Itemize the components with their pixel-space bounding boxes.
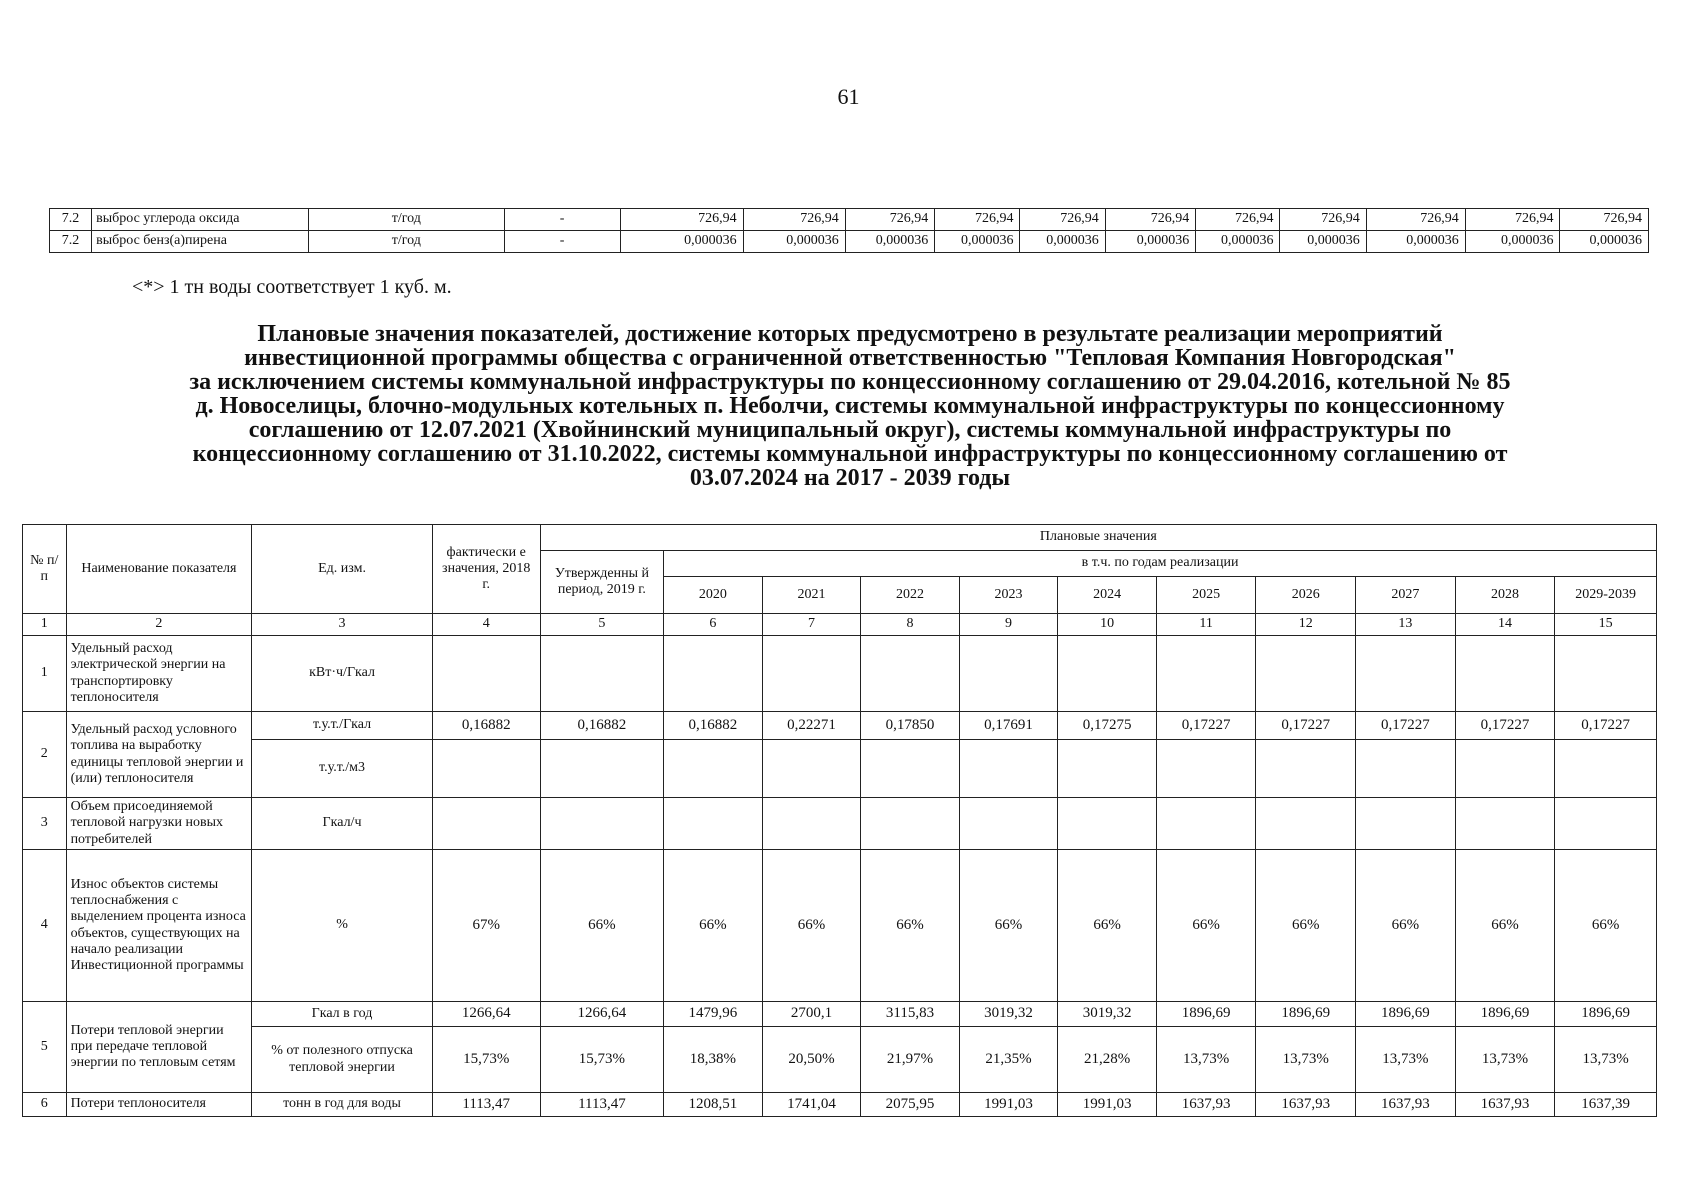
column-number: 11 [1156, 614, 1256, 636]
value-cell: 0,17227 [1156, 712, 1256, 740]
row-unit: т.у.т./Гкал [252, 712, 433, 740]
value-cell: 67% [432, 850, 540, 1002]
header-row [23, 525, 1657, 551]
value-cell: 21,97% [861, 1027, 960, 1093]
header-name: Наименование показателя [66, 525, 252, 614]
row-num: 2 [23, 712, 67, 798]
value-cell: 1266,64 [432, 1002, 540, 1027]
row-name: Износ объектов системы теплоснабжения с выделением процента износа объектов, существующих на начало реализации Инвестиционной программы [66, 850, 252, 1002]
value-cell: 66% [1256, 850, 1356, 1002]
title-line: Плановые значения показателей, достижение которых предусмотрено в результате реализации мероприятий [257, 321, 1443, 347]
header-approved: Утвержденны й период, 2019 г. [540, 551, 663, 614]
column-numbers-row [23, 614, 1657, 636]
column-number: 1 [23, 614, 67, 636]
value-cell: 3019,32 [1058, 1002, 1157, 1027]
header-year: 2026 [1256, 577, 1356, 614]
row-num: 7.2 [50, 209, 92, 231]
column-number: 9 [959, 614, 1058, 636]
value-cell: 66% [959, 850, 1058, 1002]
column-number: 2 [66, 614, 252, 636]
column-number: 12 [1256, 614, 1356, 636]
value-cell: 0,000036 [845, 231, 934, 253]
value-cell: 1991,03 [959, 1093, 1058, 1117]
row-name: Потери теплоносителя [66, 1093, 252, 1117]
value-cell: 1637,93 [1356, 1093, 1456, 1117]
value-cell: 726,94 [845, 209, 934, 231]
value-cell: 726,94 [743, 209, 845, 231]
row-num: 5 [23, 1002, 67, 1093]
title-line: концессионному соглашению от 31.10.2022, системы коммунальной инфраструктуры по концессионному соглашению от [192, 441, 1508, 467]
header-year: 2028 [1455, 577, 1555, 614]
value-cell: 0,17275 [1058, 712, 1157, 740]
row-unit: % [252, 850, 433, 1002]
value-cell: 3115,83 [861, 1002, 960, 1027]
value-cell: 66% [540, 850, 663, 1002]
indicators-table [22, 524, 1657, 1117]
value-cell: 13,73% [1156, 1027, 1256, 1093]
row-unit: кВт·ч/Гкал [252, 636, 433, 712]
header-year: 2021 [762, 577, 861, 614]
row-unit: т.у.т./м3 [252, 740, 433, 798]
row-unit: т/год [308, 209, 504, 231]
table-row [23, 1027, 1657, 1093]
title-line: соглашению от 12.07.2021 (Хвойнинский муниципальный округ), системы коммунальной инфраструктуры по [248, 417, 1452, 443]
table-row [50, 209, 1649, 231]
value-cell: 13,73% [1455, 1027, 1555, 1093]
value-cell: 0,000036 [1196, 231, 1280, 253]
value-cell: 1741,04 [762, 1093, 861, 1117]
value-cell: 0,17850 [861, 712, 960, 740]
row-name: выброс углерода оксида [92, 209, 309, 231]
header-year: 2029-2039 [1555, 577, 1657, 614]
title-line: инвестиционной программы общества с ограниченной ответственностью "Тепловая Компания Новгородская" [244, 345, 1456, 371]
header-fact: фактически е значения, 2018 г. [432, 525, 540, 614]
row-name: Удельный расход условного топлива на выработку единицы тепловой энергии и (или) теплоносителя [66, 712, 252, 798]
value-cell: 0,000036 [1366, 231, 1465, 253]
value-cell: 0,17227 [1455, 712, 1555, 740]
value-cell: 13,73% [1356, 1027, 1456, 1093]
value-cell: 0,000036 [1105, 231, 1196, 253]
value-cell: 15,73% [540, 1027, 663, 1093]
table-row [23, 798, 1657, 850]
column-number: 15 [1555, 614, 1657, 636]
value-cell: 1991,03 [1058, 1093, 1157, 1117]
row-name: Удельный расход электрической энергии на транспортировку теплоносителя [66, 636, 252, 712]
header-unit: Ед. изм. [252, 525, 433, 614]
value-cell: 15,73% [432, 1027, 540, 1093]
value-cell: 726,94 [1105, 209, 1196, 231]
table-row [23, 1002, 1657, 1027]
header-year: 2023 [959, 577, 1058, 614]
table-row [23, 636, 1657, 712]
emissions-table-fragment [49, 208, 1649, 253]
value-cell: 0,000036 [1560, 231, 1649, 253]
title-line: 03.07.2024 на 2017 - 2039 годы [689, 465, 1011, 491]
value-cell: 66% [1058, 850, 1157, 1002]
value-cell: 1637,39 [1555, 1093, 1657, 1117]
value-cell: 726,94 [1465, 209, 1560, 231]
header-year: 2020 [664, 577, 763, 614]
value-cell: 66% [861, 850, 960, 1002]
value-cell: 1637,93 [1455, 1093, 1555, 1117]
value-cell: 726,94 [1196, 209, 1280, 231]
row-unit: Гкал/ч [252, 798, 433, 850]
header-year: 2024 [1058, 577, 1157, 614]
value-cell: 1479,96 [664, 1002, 763, 1027]
column-number: 13 [1356, 614, 1456, 636]
value-cell: 0,17691 [959, 712, 1058, 740]
value-cell: 0,17227 [1356, 712, 1456, 740]
value-cell: 0,000036 [1020, 231, 1105, 253]
value-cell: 2700,1 [762, 1002, 861, 1027]
value-cell: 1113,47 [540, 1093, 663, 1117]
row-num: 7.2 [50, 231, 92, 253]
value-cell: 66% [664, 850, 763, 1002]
value-cell: 0,16882 [432, 712, 540, 740]
value-cell: 66% [1455, 850, 1555, 1002]
column-number: 5 [540, 614, 663, 636]
value-cell: 3019,32 [959, 1002, 1058, 1027]
value-cell: 0,17227 [1555, 712, 1657, 740]
value-cell: 66% [1156, 850, 1256, 1002]
value-cell: 20,50% [762, 1027, 861, 1093]
value-cell: 66% [762, 850, 861, 1002]
value-cell: 0,000036 [1280, 231, 1366, 253]
row-name: выброс бенз(а)пирена [92, 231, 309, 253]
value-cell: 18,38% [664, 1027, 763, 1093]
value-cell: 0,000036 [743, 231, 845, 253]
table-row [23, 850, 1657, 1002]
value-cell: 726,94 [1020, 209, 1105, 231]
row-unit: Гкал в год [252, 1002, 433, 1027]
value-cell: 0,22271 [762, 712, 861, 740]
column-number: 14 [1455, 614, 1555, 636]
value-cell: 0,16882 [664, 712, 763, 740]
value-cell: 66% [1356, 850, 1456, 1002]
row-unit: % от полезного отпуска тепловой энергии [252, 1027, 433, 1093]
row-num: 4 [23, 850, 67, 1002]
value-cell: 13,73% [1256, 1027, 1356, 1093]
document-title [40, 322, 1660, 490]
value-cell: 21,28% [1058, 1027, 1157, 1093]
row-unit: тонн в год для воды [252, 1093, 433, 1117]
table-row [23, 712, 1657, 740]
value-cell: 0,000036 [1465, 231, 1560, 253]
row-num: 1 [23, 636, 67, 712]
value-cell: 13,73% [1555, 1027, 1657, 1093]
table-row [23, 740, 1657, 798]
value-cell: 726,94 [935, 209, 1020, 231]
value-cell: 1896,69 [1156, 1002, 1256, 1027]
value-cell: 0,16882 [540, 712, 663, 740]
value-cell: - [504, 209, 620, 231]
value-cell: 66% [1555, 850, 1657, 1002]
value-cell: 1637,93 [1156, 1093, 1256, 1117]
value-cell: 1896,69 [1455, 1002, 1555, 1027]
value-cell: 1637,93 [1256, 1093, 1356, 1117]
table-row [50, 231, 1649, 253]
value-cell: 0,17227 [1256, 712, 1356, 740]
column-number: 4 [432, 614, 540, 636]
value-cell: 1113,47 [432, 1093, 540, 1117]
value-cell: 726,94 [1366, 209, 1465, 231]
value-cell: 2075,95 [861, 1093, 960, 1117]
title-line: за исключением системы коммунальной инфраструктуры по концессионному соглашению от 29.04.2016, котельной № 85 [189, 369, 1511, 395]
value-cell: 1896,69 [1555, 1002, 1657, 1027]
value-cell: 1896,69 [1256, 1002, 1356, 1027]
table-row [23, 1093, 1657, 1117]
value-cell: 21,35% [959, 1027, 1058, 1093]
column-number: 8 [861, 614, 960, 636]
value-cell: 1208,51 [664, 1093, 763, 1117]
title-line: д. Новоселицы, блочно-модульных котельных п. Неболчи, системы коммунальной инфраструктуры по концессионному [195, 393, 1505, 419]
value-cell: 726,94 [620, 209, 743, 231]
value-cell: 1266,64 [540, 1002, 663, 1027]
row-name: Объем присоединяемой тепловой нагрузки новых потребителей [66, 798, 252, 850]
value-cell: 726,94 [1560, 209, 1649, 231]
header-planned: Плановые значения [540, 525, 1656, 551]
header-year: 2022 [861, 577, 960, 614]
header-year: 2025 [1156, 577, 1256, 614]
value-cell: 1896,69 [1356, 1002, 1456, 1027]
header-by-years: в т.ч. по годам реализации [664, 551, 1657, 577]
header-num: № п/п [23, 525, 67, 614]
column-number: 3 [252, 614, 433, 636]
column-number: 10 [1058, 614, 1157, 636]
header-year: 2027 [1356, 577, 1456, 614]
footnote: <*> 1 тн воды соответствует 1 куб. м. [132, 276, 452, 298]
column-number: 6 [664, 614, 763, 636]
value-cell: 0,000036 [935, 231, 1020, 253]
row-unit: т/год [308, 231, 504, 253]
value-cell: 0,000036 [620, 231, 743, 253]
value-cell: - [504, 231, 620, 253]
page-number: 61 [837, 84, 860, 109]
value-cell: 726,94 [1280, 209, 1366, 231]
row-name: Потери тепловой энергии при передаче тепловой энергии по тепловым сетям [66, 1002, 252, 1093]
column-number: 7 [762, 614, 861, 636]
row-num: 6 [23, 1093, 67, 1117]
row-num: 3 [23, 798, 67, 850]
